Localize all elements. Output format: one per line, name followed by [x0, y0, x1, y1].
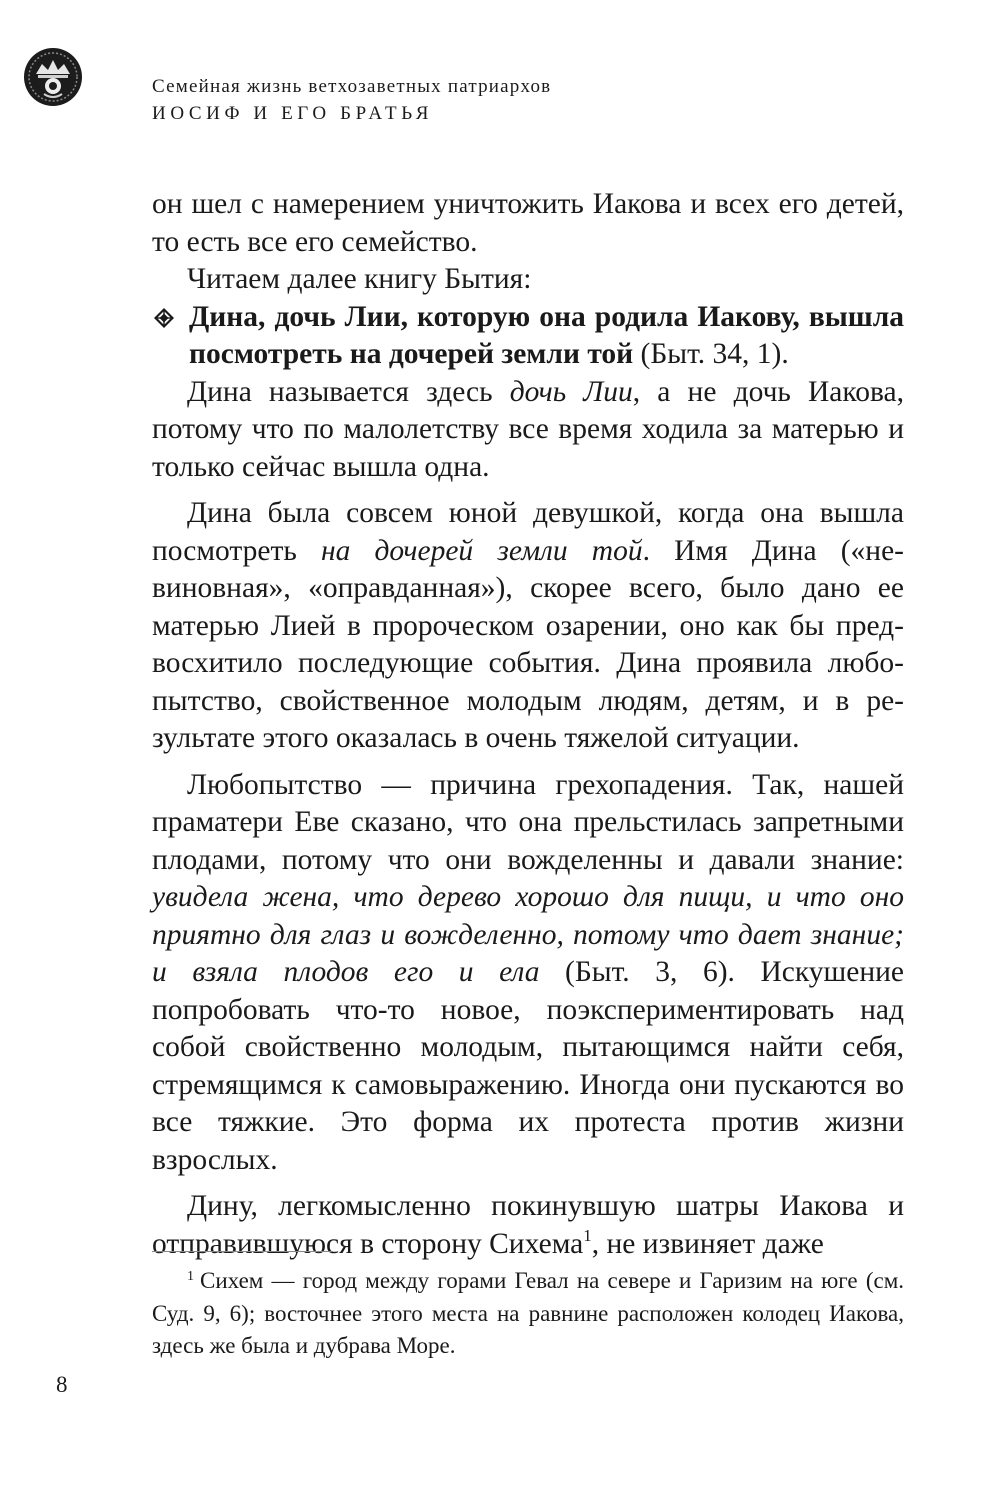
running-head: [152, 74, 912, 128]
page-number: 8: [56, 1372, 68, 1397]
paragraph-5: Любопытство — причина грехопадения. Так, нашей праматери Еве сказано, что она прельстилась запретными плодами, потому что они вожделенны и давали знание: увидела жена, что дерево хорошо для пищи, и что оно приятно для глаз и вожделенно, потому что дает знание; и взяла плодов его и ела (Быт. 3, 6). Искушение попробовать что-то новое, поэкспериментировать над собой свойственно молодым, пытающимся найти себя, стремящимся к самовыражению. Иногда они пускаются во все тяжкие. Это форма их протеста против жизни взрослых.: [152, 768, 904, 1176]
scripture-quote: [152, 299, 904, 374]
main-text: [152, 186, 904, 1263]
round-emblem-icon: [22, 46, 84, 108]
paragraph-3: Дина называется здесь дочь Лии, а не дочь Иакова, потому что по малолетству все время ходила за матерью и только сейчас вышла одна.: [152, 375, 904, 483]
quote-text: Дина, дочь Лии, которую она родила Иакову, вышла посмотреть на дочерей земли той: [189, 300, 904, 370]
footnote-number: 1: [187, 1269, 194, 1284]
footnote: [152, 1261, 904, 1363]
paragraph-4: Дина была совсем юной девушкой, когда она вышла посмотреть на дочерей земли той. Имя Дина («невиновная», «оправданная»), скорее всего, было дано ее матерью Лией в пророческом озарении, оно как бы предвосхитило последующие события. Дина проявила любопытство, свойственное молодым людям, детям, и в результате этого оказалась в очень тяжелой ситуации.: [152, 497, 904, 754]
paragraph-6: Дину, легкомысленно покинувшую шатры Иакова и отправившуюся в сторону Сихема$^1$, не извиняет даже: [152, 1190, 904, 1260]
paragraph-2: Читаем далее книгу Бытия:: [187, 263, 532, 295]
italic-phrase: дочь Лии: [509, 375, 633, 408]
diamond-bullet-icon: [153, 307, 175, 329]
quote-reference: (Быт. 34, 1).: [640, 338, 789, 370]
italic-quote: увидела жена, что дерево хорошо для пищи, и что оно приятно для глаз и вожделенно, потому что дает знание; и взяла плодов его и ела: [152, 881, 904, 988]
footnote-text: Сихем — город между горами Гевал на севере и Гаризим на юге (см. Суд. 9, 6); восточнее этого места на равнине расположен колодец Иакова, здесь же была и дубрава Море.: [152, 1268, 904, 1358]
book-title: ИОСИФ И ЕГО БРАТЬЯ: [152, 103, 433, 124]
footnote-divider: [152, 1251, 332, 1252]
series-title: Семейная жизнь ветхозаветных патриархов: [152, 76, 552, 97]
italic-phrase: на дочерей земли той: [320, 534, 643, 567]
footnote-marker: 1: [583, 1225, 592, 1245]
paragraph-1: он шел с намерением уничтожить Иакова и всех его детей, то есть все его семейство.: [152, 188, 904, 258]
